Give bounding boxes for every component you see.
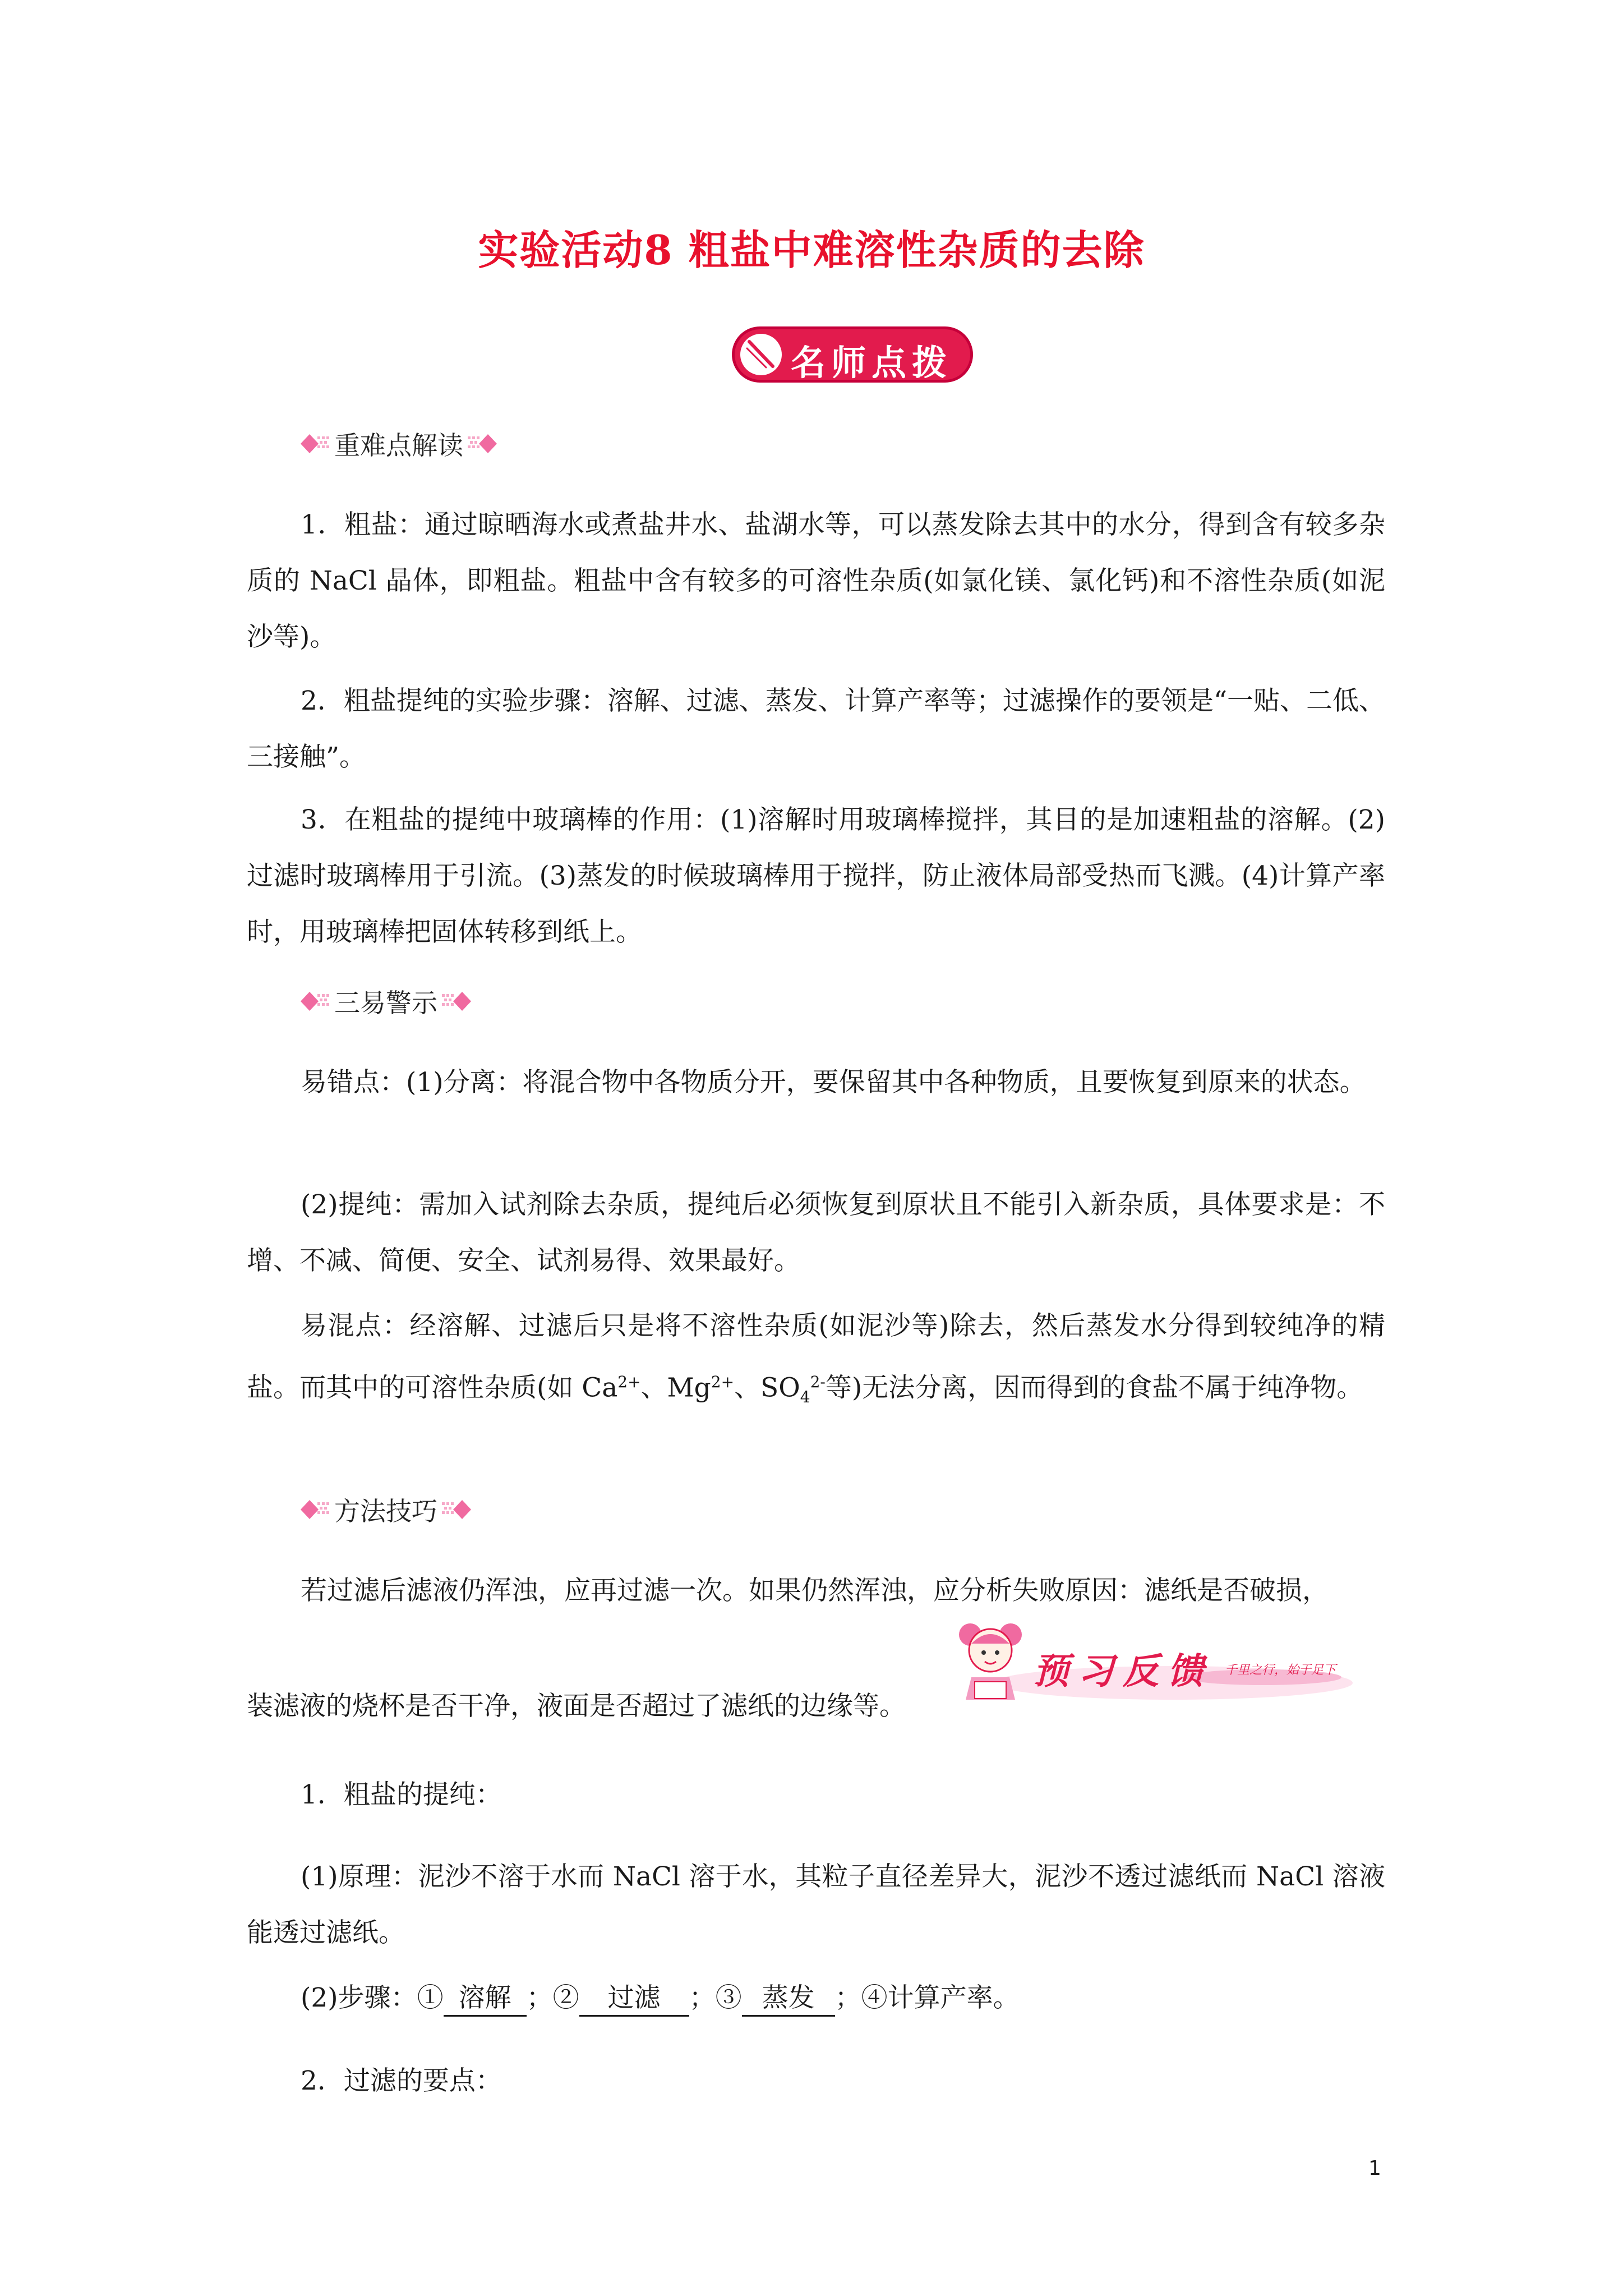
text-run: 、Mg — [640, 1372, 711, 1404]
charge-superscript: 2- — [810, 1373, 826, 1391]
paragraph: 易错点：(1)分离：将混合物中各物质分开，要保留其中各种物质，且要恢复到原来的状态。 — [301, 1067, 1366, 1098]
subscript: 4 — [800, 1388, 810, 1407]
text-run: 易混点：经溶解、过滤后只是将不溶性杂质(如泥沙等)除去，然后蒸发水分得到较纯净的精盐。而其中的可溶性杂质(如 Ca — [247, 1310, 1385, 1404]
answer-blank: 过滤 — [579, 1981, 689, 2017]
text-run: ；③ — [689, 1982, 742, 2013]
page-number: 1 — [1368, 2157, 1381, 2180]
section-header-tips — [297, 1492, 474, 1527]
question: 1．粗盐的提纯： — [301, 1779, 502, 1810]
preview-feedback-banner — [949, 1616, 1353, 1711]
text-run: 、SO — [734, 1372, 800, 1404]
text-run: ；④计算产率。 — [834, 1982, 1020, 2013]
pen-icon — [740, 334, 782, 375]
page-title: 实验活动8 粗盐中难溶性杂质的去除 — [478, 226, 1145, 274]
diamond-icon — [297, 986, 332, 1016]
section-label: 方法技巧 — [334, 1496, 437, 1526]
text-run: ；② — [526, 1982, 579, 2013]
banner-slogan: 千里之行，始于足下 — [1225, 1663, 1336, 1677]
badge-label: 名师点拨 — [791, 342, 953, 383]
paragraph: 装滤液的烧杯是否干净，液面是否超过了滤纸的边缘等。 — [247, 1691, 906, 1722]
paragraph: 1．粗盐：通过晾晒海水或煮盐井水、盐湖水等，可以蒸发除去其中的水分，得到含有较多杂质的 NaCl 晶体，即粗盐。粗盐中含有较多的可溶性杂质(如氯化镁、氯化钙)和不溶性杂质(如泥沙等)。 — [247, 509, 1385, 652]
expert-tips-badge — [732, 326, 973, 383]
diamond-icon — [297, 1494, 332, 1525]
section-label: 重难点解读 — [334, 430, 463, 461]
text-run: 等)无法分离，因而得到的食盐不属于纯净物。 — [825, 1372, 1363, 1404]
section-header-key-points — [297, 426, 500, 461]
question: 2．过滤的要点： — [301, 2065, 502, 2096]
charge-superscript: 2+ — [617, 1373, 641, 1391]
answer-blank: 溶解 — [444, 1981, 527, 2017]
paragraph: (2)提纯：需加入试剂除去杂质，提纯后必须恢复到原状且不能引入新杂质，具体要求是：不增、不减、简便、安全、试剂易得、效果最好。 — [247, 1189, 1385, 1276]
paragraph — [247, 1298, 1385, 1425]
banner-title: 预习反馈 — [1033, 1651, 1212, 1692]
paragraph: 若过滤后滤液仍浑浊，应再过滤一次。如果仍然浑浊，应分析失败原因：滤纸是否破损， — [301, 1575, 1329, 1606]
diamond-icon — [440, 1494, 474, 1525]
diamond-icon — [465, 429, 500, 459]
charge-superscript: 2+ — [711, 1373, 735, 1391]
paragraph: 2．粗盐提纯的实验步骤：溶解、过滤、蒸发、计算产率等；过滤操作的要领是“一贴、二低、三接触”。 — [247, 685, 1385, 772]
diamond-icon — [297, 429, 332, 459]
text-run: (2)步骤：① — [301, 1982, 444, 2013]
diamond-icon — [440, 986, 474, 1016]
paragraph: (1)原理：泥沙不溶于水而 NaCl 溶于水，其粒子直径差异大，泥沙不透过滤纸而 NaCl 溶液能透过滤纸。 — [247, 1861, 1385, 1948]
section-label: 三易警示 — [334, 988, 437, 1018]
section-header-warnings — [297, 984, 474, 1019]
answer-blank: 蒸发 — [742, 1981, 835, 2017]
paragraph: 3．在粗盐的提纯中玻璃棒的作用：(1)溶解时用玻璃棒搅拌，其目的是加速粗盐的溶解。(2)过滤时玻璃棒用于引流。(3)蒸发的时候玻璃棒用于搅拌，防止液体局部受热而飞溅。(4)计算产率时，用玻璃棒把固体转移到纸上。 — [247, 804, 1385, 947]
fill-in-steps — [247, 1970, 1385, 2026]
